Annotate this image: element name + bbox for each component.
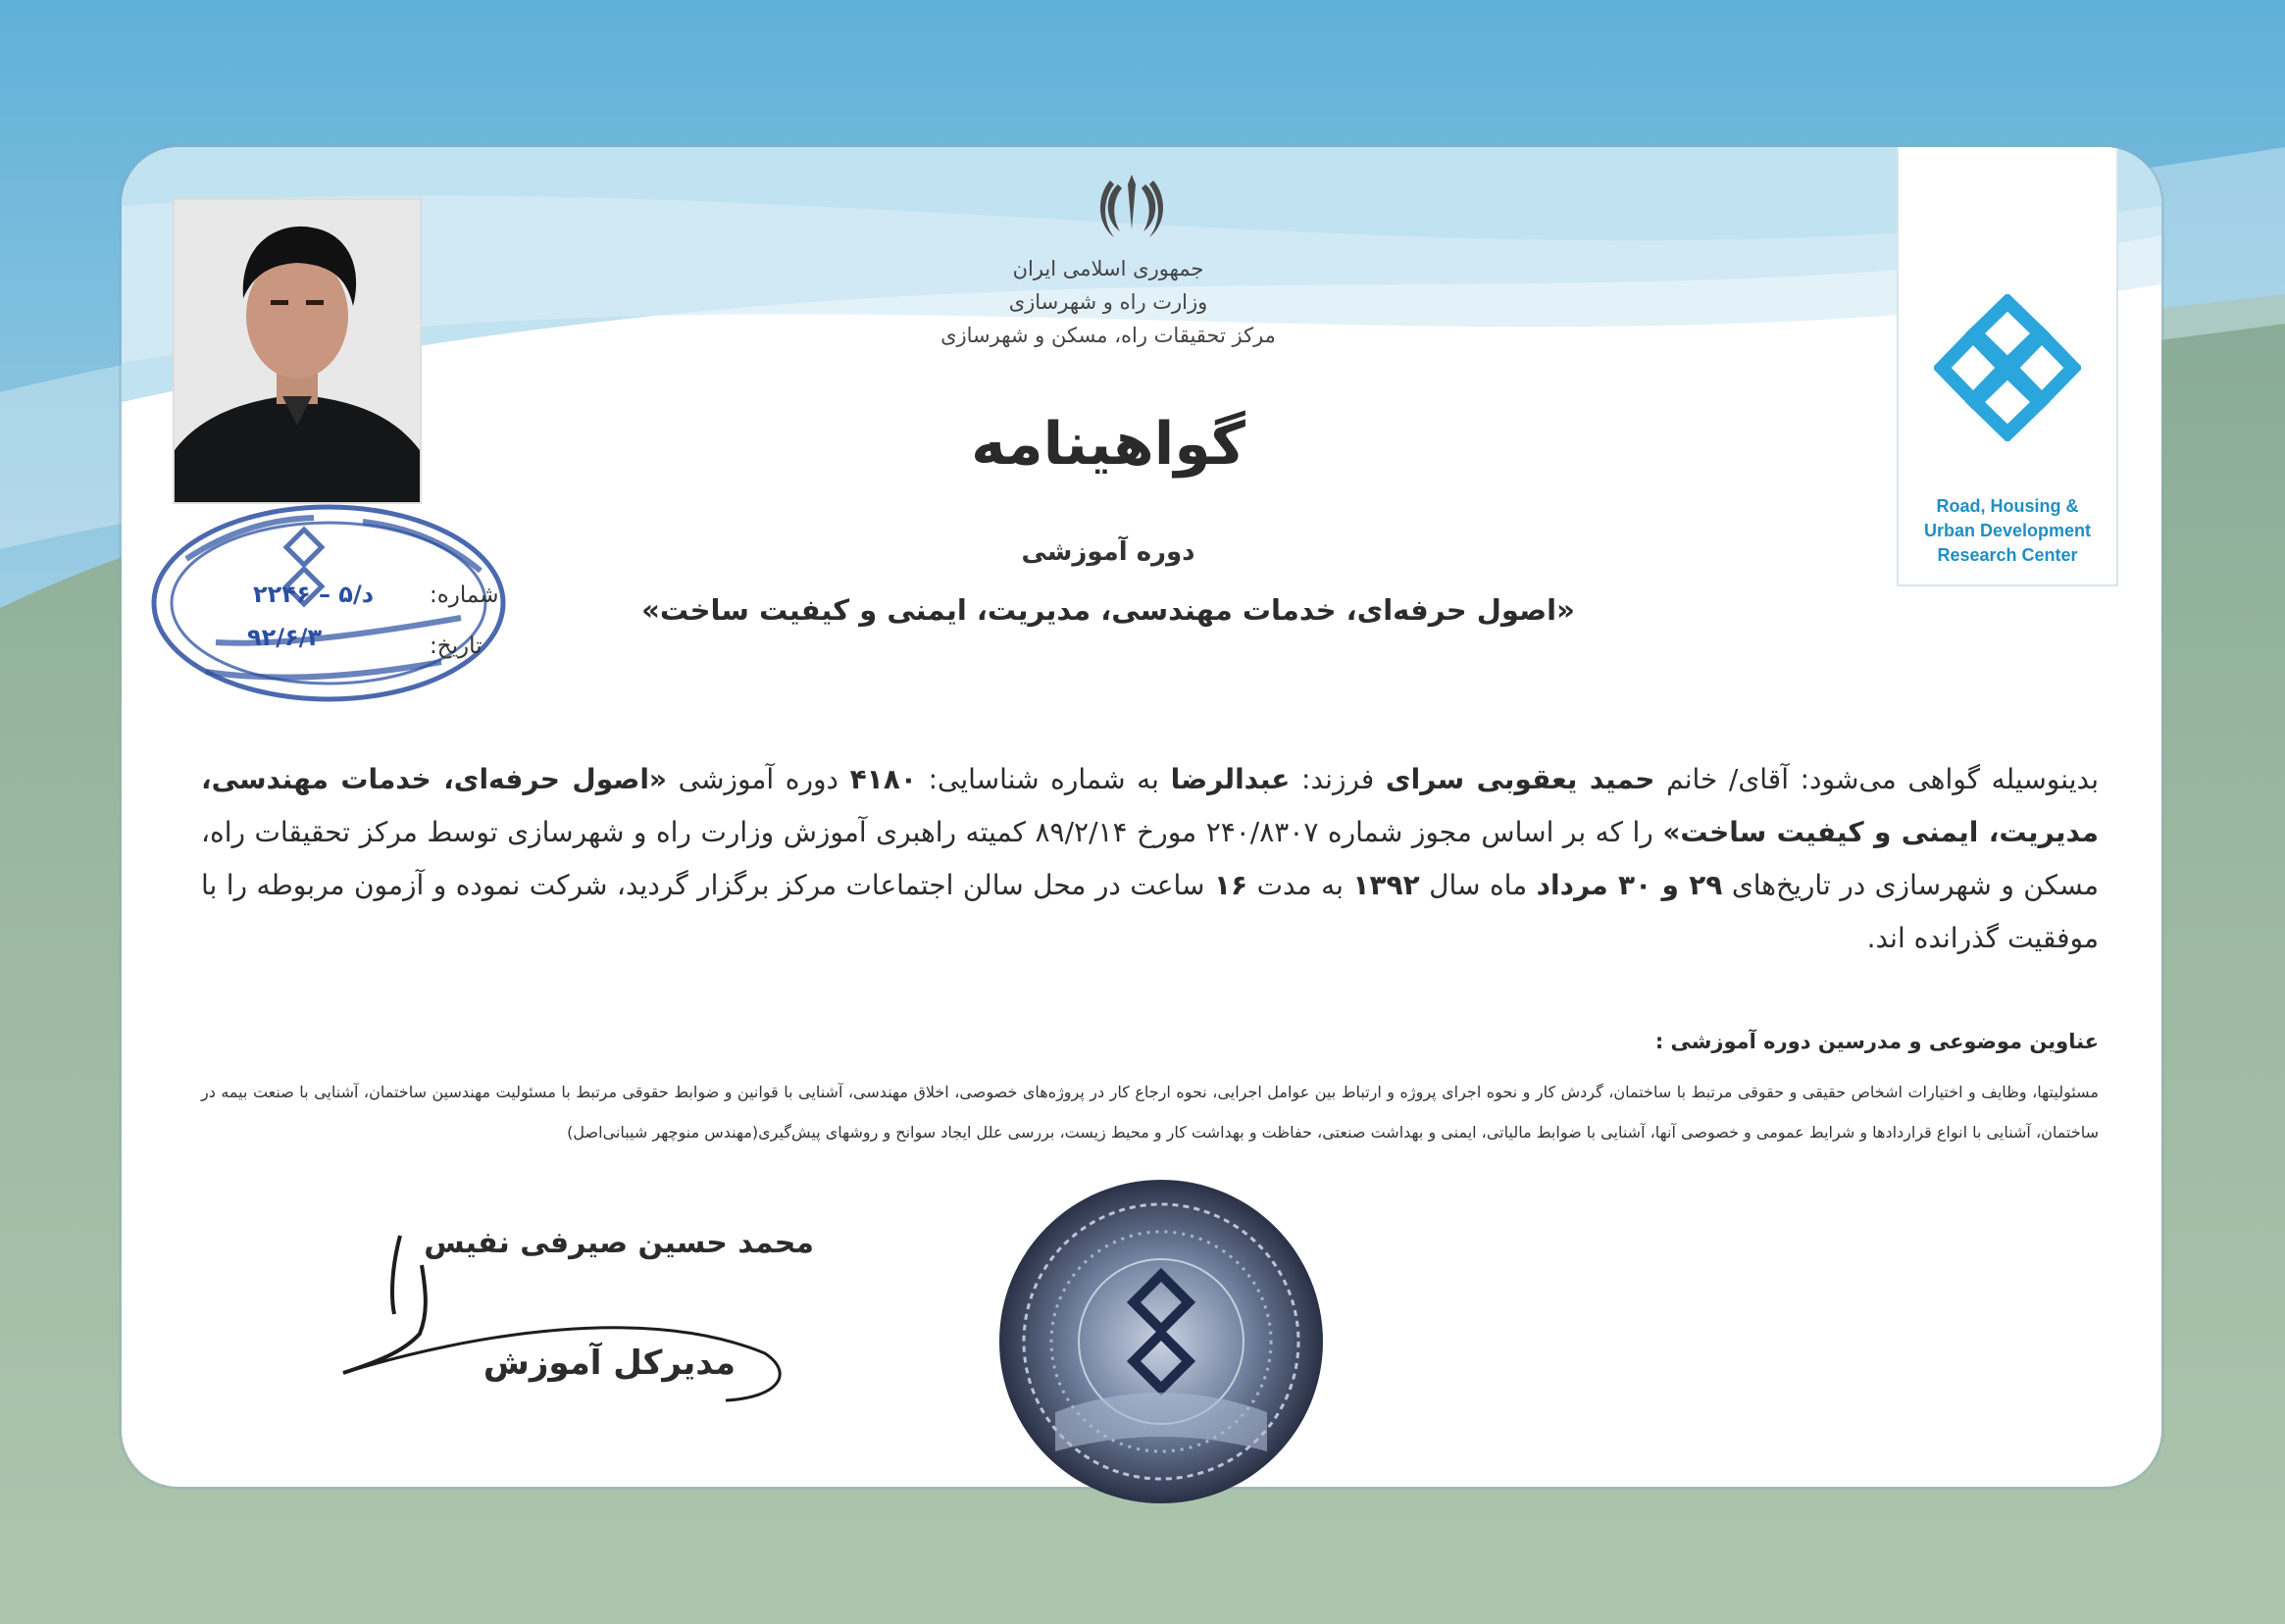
body-part-8: ساعت در محل سالن اجتماعات مرکز برگزار گردید، شرکت نموده و آزمون مربوطه را با موفقیت گذرانده اند. bbox=[201, 869, 2099, 954]
header-line-1: جمهوری اسلامی ایران bbox=[1012, 257, 1204, 280]
course-year: ۱۳۹۲ bbox=[1352, 869, 1420, 901]
body-part-2: فرزند: bbox=[1301, 763, 1375, 795]
organization-logo-icon bbox=[1934, 294, 2081, 441]
hologram-seal bbox=[996, 1177, 1326, 1506]
father-name: عبدالرضا bbox=[1170, 763, 1291, 795]
date-label: تاریخ: bbox=[430, 634, 482, 659]
date-value: ۹۲/۶/۳ bbox=[247, 624, 323, 651]
signer-title: مدیرکل آموزش bbox=[482, 1344, 736, 1383]
iran-emblem-icon bbox=[1096, 171, 1167, 243]
header-line-2: وزارت راه و شهرسازی bbox=[1008, 290, 1208, 314]
body-part-3: به شماره شناسایی: bbox=[928, 763, 1159, 795]
course-hours: ۱۶ bbox=[1213, 869, 1248, 901]
logo-line-3: Research Center bbox=[1937, 545, 2078, 565]
logo-line-2: Urban Development bbox=[1923, 521, 2092, 540]
logo-line-1: Road, Housing & bbox=[1936, 496, 2079, 516]
recipient-name: حمید یعقوبی سرای bbox=[1385, 763, 1655, 795]
header-line-3: مرکز تحقیقات راه، مسکن و شهرسازی bbox=[940, 324, 1276, 347]
body-part-4: دوره آموزشی bbox=[678, 763, 838, 795]
number-label: شماره: bbox=[430, 583, 499, 608]
topics-title: عناوین موضوعی و مدرسین دوره آموزشی : bbox=[1654, 1030, 2099, 1053]
portrait-image bbox=[175, 200, 420, 502]
certificate-body bbox=[201, 753, 2099, 965]
body-part-7: به مدت bbox=[1256, 869, 1344, 901]
body-part-6: ماه سال bbox=[1429, 869, 1528, 901]
body-course-name: «اصول حرفه‌ای، خدمات مهندسی، مدیریت، ایمنی و کیفیت ساخت» bbox=[201, 763, 2099, 848]
portrait-photo bbox=[173, 198, 422, 504]
logo-banner bbox=[1897, 147, 2118, 586]
course-dates: ۲۹ و ۳۰ مرداد bbox=[1536, 869, 1723, 901]
body-part-5: را که بر اساس مجوز شماره ۲۴۰/۸۳۰۷ مورخ ۸۹/۲/۱۴ کمیته راهبری آموزش وزارت راه و شهرسازی توسط مرکز تحقیقات راه، مسکن و شهرسازی در تاریخ‌های bbox=[201, 816, 2100, 901]
certificate-subtitle: دوره آموزشی bbox=[1021, 537, 1195, 567]
course-name: «اصول حرفه‌ای، خدمات مهندسی، مدیریت، ایمنی و کیفیت ساخت» bbox=[641, 593, 1575, 627]
signer-name: محمد حسین صیرفی نفیس bbox=[424, 1226, 814, 1260]
topics-text: مسئولیتها، وظایف و اختیارات اشخاص حقیقی و حقوقی مرتبط با ساختمان، گردش کار و نحوه اجرای پروژه و ارتباط بین عوامل اجرایی، نحوه ارجاع کار در پروژه‌های خصوصی، اخلاق مهندسی، آشنایی با قوانین و ضوابط حقوقی مرتبط با مسئولیت مهندسین ساختمان، آشنایی با صنعت بیمه در ساختمان، آشنایی با انواع قراردادها و شرایط عمومی و خصوصی آنها، آشنایی با ضوابط مالیاتی، ایمنی و بهداشت صنعتی، حفاظت و بهداشت کار و محیط زیست، بررسی علل ایجاد سوانح و روشهای پیش‌گیری(مهندس منوچهر شیبانی‌اصل) bbox=[201, 1083, 2099, 1142]
id-number: ۴۱۸۰ bbox=[849, 763, 917, 795]
certificate-title: گواهینامه bbox=[971, 410, 1245, 479]
body-part-1: بدینوسیله گواهی می‌شود: آقای/ خانم bbox=[1666, 763, 2100, 795]
number-value: ۲۲۴۶ – ۵/د bbox=[253, 581, 375, 608]
